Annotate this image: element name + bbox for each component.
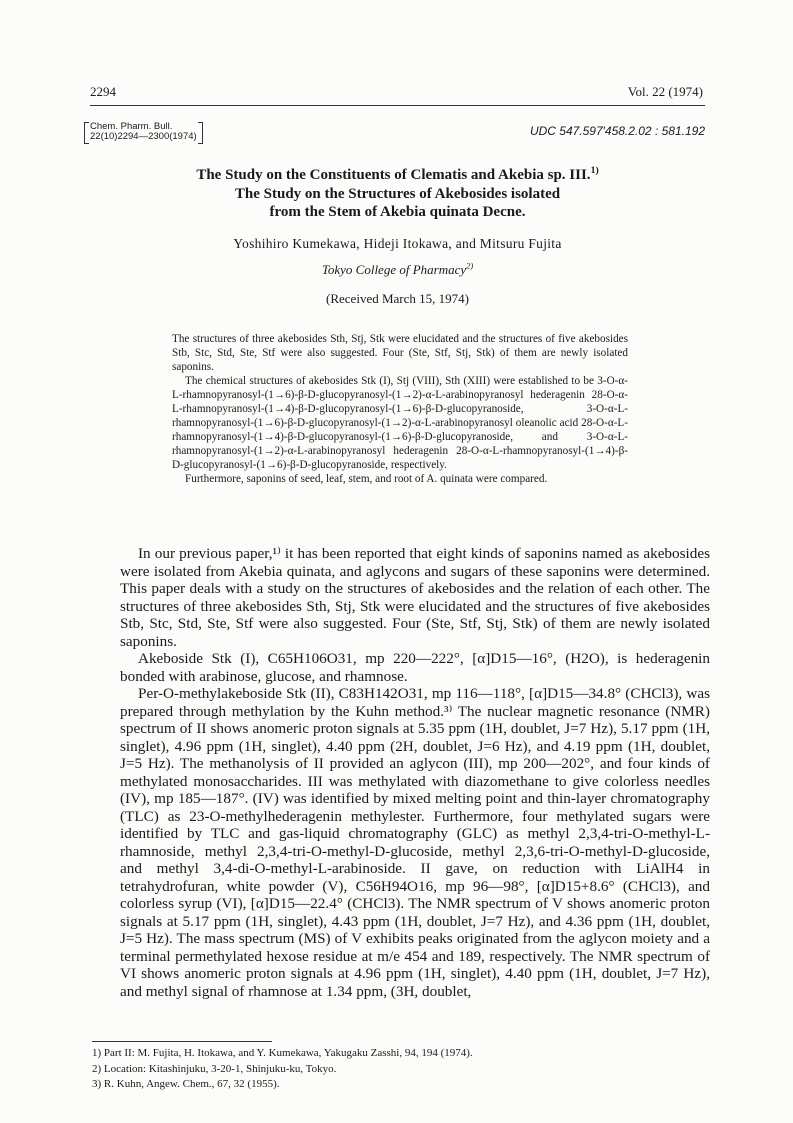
- main-text: [120, 545, 710, 1000]
- udc-code: UDC 547.597′458.2.02 : 581.192: [529, 124, 705, 138]
- abstract-paragraph: The chemical structures of akebosides Stk (I), Stj (VIII), Sth (XIII) were established to be 3-O-α-L-rhamnopyranosyl-(1→6)-β-D-glucopyranosyl-(1→2)-α-L-arabinopyranosyl hederagenin 28-O-α-L-rhamnopyranosyl-(1→4)-β-D-glucopyranosyl-(1→6)-β-D-glucopyranoside, 3-O-α-L-rhamnopyranosyl-(1→6)-β-D-glucopyranosyl-(1→2)-α-L-arabinopyranosyl oleanolic acid 28-O-α-L-rhamnopyranosyl-(1→4)-β-D-glucopyranosyl-(1→6)-β-D-glucopyranoside, and 3-O-α-L-rhamnopyranosyl-(1→2)-α-L-arabinopyranosyl hederagenin 28-O-α-L-rhamnopyranosyl-(1→4)-β-D-glucopyranosyl-(1→6)-β-D-glucopyranoside, respectively.: [172, 375, 628, 471]
- title-footnote-ref: 1): [590, 165, 599, 176]
- abstract: [172, 332, 628, 486]
- footnote-3: 3) R. Kuhn, Angew. Chem., 67, 32 (1955).: [92, 1078, 280, 1090]
- affiliation-footnote-ref: 2): [466, 260, 474, 271]
- journal-citation: [90, 122, 197, 142]
- author-list: Yoshihiro Kumekawa, Hideji Itokawa, and Mitsuru Fujita: [233, 236, 562, 251]
- title-line-1: [90, 166, 705, 185]
- footnote-2: 2) Location: Kitashinjuku, 3-20-1, Shinjuku-ku, Tokyo.: [92, 1062, 337, 1075]
- footnotes: [92, 1046, 707, 1093]
- title-line-3: from the Stem of Akebia quinata Decne.: [269, 204, 526, 220]
- paper-title: [90, 166, 705, 222]
- journal-pages: 22(10)2294—2300(1974): [90, 131, 197, 142]
- title-line-1-text: The Study on the Constituents of Clematis and Akebia sp. III.: [196, 167, 591, 183]
- bracket-right: [198, 122, 203, 144]
- abstract-paragraph: The structures of three akebosides Sth, Stj, Stk were elucidated and the structures of five akebosides Stb, Stc, Std, Ste, Stf were also suggested. Four (Ste, Stf, Stj, Stk) of them are newly isolated saponins.: [172, 333, 628, 373]
- body-paragraph: In our previous paper,¹⁾ it has been reported that eight kinds of saponins named as akebosides were isolated from Akebia quinata, and aglycons and sugars of these saponins were determined. This paper deals with a study on the structures of akebosides and the relation of each other. The structures of three akebosides Sth, Stj, Stk were elucidated and the structures of five akebosides Stb, Stc, Std, Ste, Stf were also suggested. Four (Ste, Stf, Stj, Stk) of them are newly isolated saponins.: [120, 545, 710, 650]
- affiliation: [90, 262, 705, 278]
- title-line-2: The Study on the Structures of Akebosides isolated: [234, 185, 561, 202]
- affiliation-text: Tokyo College of Pharmacy: [321, 262, 467, 277]
- body-paragraph: Akeboside Stk (I), C65H106O31, mp 220—222°, [α]D15—16°, (H2O), is hederagenin bonded with arabinose, glucose, and rhamnose.: [120, 650, 710, 685]
- journal-name: Chem. Pharm. Bull.: [90, 121, 173, 132]
- running-header: [90, 84, 703, 102]
- abstract-paragraph: Furthermore, saponins of seed, leaf, stem, and root of A. quinata were compared.: [185, 473, 548, 485]
- body-paragraph: Per-O-methylakeboside Stk (II), C83H142O31, mp 116—118°, [α]D15—34.8° (CHCl3), was prepared through methylation by the Kuhn method.³⁾ The nuclear magnetic resonance (NMR) spectrum of II shows anomeric proton signals at 5.35 ppm (1H, doublet, J=7 Hz), 5.17 ppm (1H, singlet), 4.96 ppm (1H, singlet), 4.40 ppm (2H, doublet, J=6 Hz), and 4.19 ppm (1H, doublet, J=5 Hz). The methanolysis of II provided an aglycon (III), mp 200—202°, and four kinds of methylated monosaccharides. III was methylated with diazomethane to give colorless needles (IV), mp 185—187°. (IV) was identified by mixed melting point and thin-layer chromatography (TLC) as 23-O-methylhederagenin methylester. Furthermore, four methylated sugars were identified by TLC and gas-liquid chromatography (GLC) as methyl 2,3,4-tri-O-methyl-L-rhamnoside, methyl 2,3,4-tri-O-methyl-D-glucoside, methyl 2,3,6-tri-O-methyl-D-glucoside, and methyl 3,4-di-O-methyl-L-arabinoside. II gave, on reduction with LiAlH4 in tetrahydrofuran, white powder (V), C56H94O16, mp 96—98°, [α]D15+8.6° (CHCl3), and colorless syrup (VI), [α]D15—22.4° (CHCl3). The NMR spectrum of V shows anomeric proton signals at 5.17 ppm (1H, singlet), 4.43 ppm (1H, doublet, J=7 Hz), and 4.36 ppm (1H, doublet, J=5 Hz). The mass spectrum (MS) of V exhibits peaks originated from the aglycon moiety and a terminal permethylated hexose residue at m/e 454 and 189, respectively. The NMR spectrum of VI shows anomeric proton signals at 4.96 ppm (1H, singlet), 4.40 ppm (1H, doublet, J=7 Hz), and methyl signal of rhamnose at 1.34 ppm, (3H, doublet,: [120, 685, 710, 1000]
- page-number: 2294: [90, 84, 116, 99]
- footnote-1: 1) Part II: M. Fujita, H. Itokawa, and Y. Kumekawa, Yakugaku Zasshi, 94, 194 (1974).: [92, 1047, 473, 1059]
- footnote-rule: [92, 1041, 272, 1042]
- received-date: (Received March 15, 1974): [326, 291, 469, 306]
- volume-label: Vol. 22 (1974): [627, 84, 703, 99]
- bracket-left: [84, 122, 89, 144]
- header-rule: [90, 105, 705, 106]
